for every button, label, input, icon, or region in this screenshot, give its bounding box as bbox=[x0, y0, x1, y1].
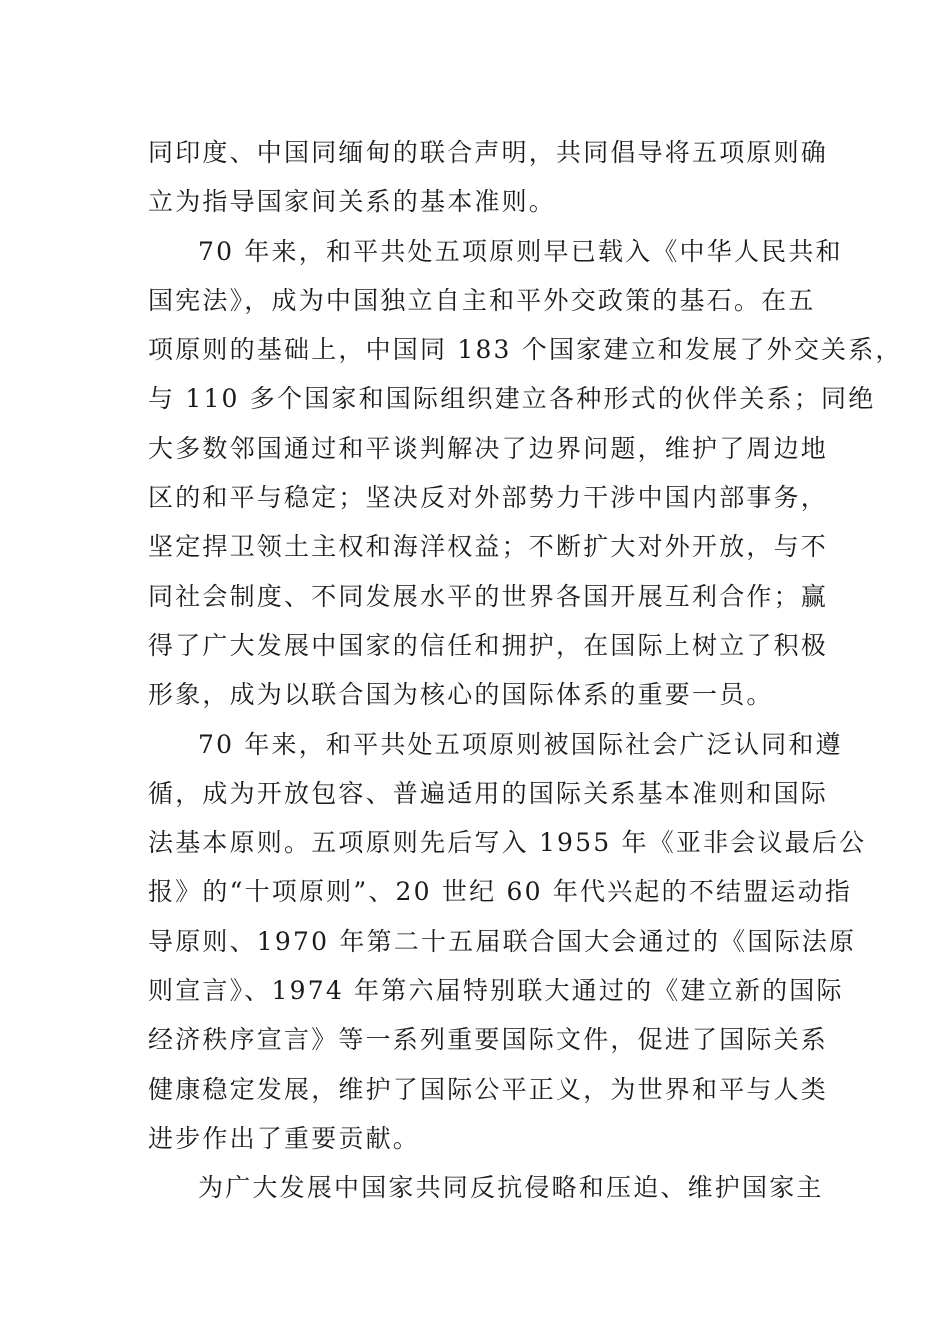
body-text bbox=[148, 128, 903, 1213]
text-line: 进步作出了重要贡献。 bbox=[148, 1123, 421, 1153]
text-line: 导原则、1970 年第二十五届联合国大会通过的《国际法原 bbox=[148, 926, 857, 956]
text-line: 国宪法》，成为中国独立自主和平外交政策的基石。在五 bbox=[148, 285, 816, 315]
paragraph-first-line: 70 年来，和平共处五项原则被国际社会广泛认同和遵 bbox=[198, 729, 843, 759]
text-line: 区的和平与稳定；坚决反对外部势力干涉中国内部事务， bbox=[148, 483, 829, 513]
text-line: 项原则的基础上，中国同 183 个国家建立和发展了外交关系， bbox=[148, 335, 903, 365]
text-line: 法基本原则。五项原则先后写入 1955 年《亚非会议最后公 bbox=[148, 828, 867, 858]
text-line: 循，成为开放包容、普遍适用的国际关系基本准则和国际 bbox=[148, 778, 829, 808]
text-line: 则宣言》、1974 年第六届特别联大通过的《建立新的国际 bbox=[148, 976, 844, 1006]
paragraph-first-line: 70 年来，和平共处五项原则早已载入《中华人民共和 bbox=[198, 236, 843, 266]
text-line: 与 110 多个国家和国际组织建立各种形式的伙伴关系；同绝 bbox=[148, 384, 876, 414]
text-line: 坚定捍卫领土主权和海洋权益；不断扩大对外开放，与不 bbox=[148, 532, 829, 562]
text-line: 得了广大发展中国家的信任和拥护，在国际上树立了积极 bbox=[148, 630, 829, 660]
text-line: 报》的“十项原则”、20 世纪 60 年代兴起的不结盟运动指 bbox=[148, 877, 853, 907]
text-line: 同印度、中国同缅甸的联合声明，共同倡导将五项原则确 bbox=[148, 138, 829, 167]
text-line: 立为指导国家间关系的基本准则。 bbox=[148, 187, 557, 217]
text-line: 健康稳定发展，维护了国际公平正义，为世界和平与人类 bbox=[148, 1074, 829, 1104]
text-line: 经济秩序宣言》等一系列重要国际文件，促进了国际关系 bbox=[148, 1025, 829, 1055]
text-line: 形象，成为以联合国为核心的国际体系的重要一员。 bbox=[148, 680, 774, 710]
text-line: 大多数邻国通过和平谈判解决了边界问题，维护了周边地 bbox=[148, 433, 829, 463]
paragraph-first-line: 为广大发展中国家共同反抗侵略和压迫、维护国家主 bbox=[198, 1173, 824, 1203]
text-line: 同社会制度、不同发展水平的世界各国开展互利合作；赢 bbox=[148, 581, 829, 611]
